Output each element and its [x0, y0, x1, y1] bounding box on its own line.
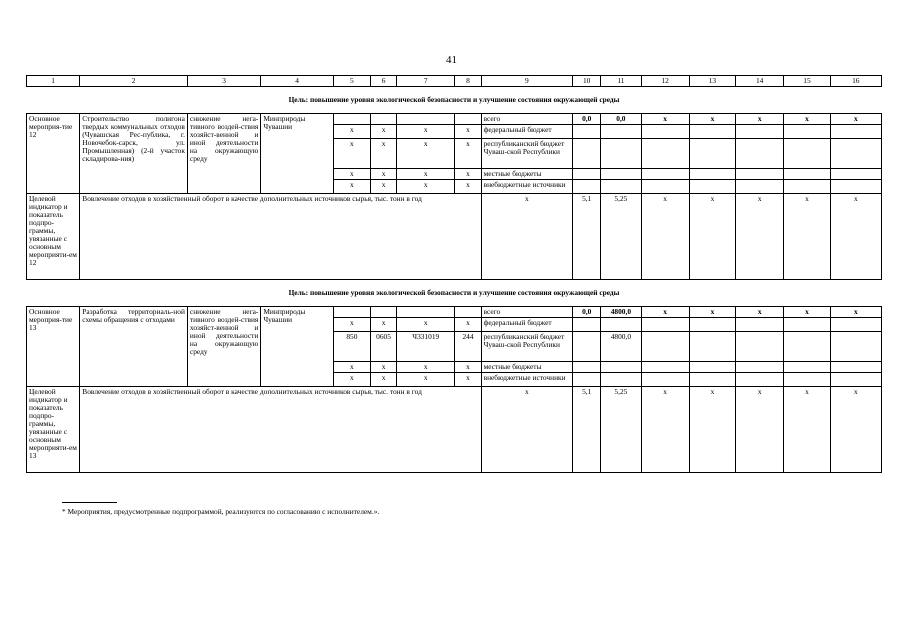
value-cell: 4800,0 [601, 307, 641, 318]
value-cell [736, 169, 784, 180]
value-cell [573, 373, 601, 387]
funding-source: внебюджетные источники [481, 180, 573, 194]
header-cell: 10 [573, 76, 601, 87]
indicator-value: x [830, 387, 881, 473]
value-cell: 0,0 [601, 114, 641, 125]
code-cell: x [397, 139, 455, 169]
code-cell [397, 307, 455, 318]
indicator-value: x [784, 194, 830, 280]
funding-source: всего [481, 307, 573, 318]
code-cell: x [333, 139, 370, 169]
value-cell [689, 169, 735, 180]
value-cell [601, 180, 641, 194]
value-cell [641, 139, 689, 169]
header-cell: 15 [784, 76, 830, 87]
code-cell: x [333, 318, 370, 332]
indicator-value: x [481, 194, 573, 280]
value-cell [784, 180, 830, 194]
goal-heading: Цель: повышение уровня экологической безопасности и улучшение состояния окружающей среды [27, 280, 882, 307]
indicator-row [27, 387, 882, 473]
indicator-value: x [784, 387, 830, 473]
code-cell: x [455, 318, 481, 332]
goal-row [27, 280, 882, 307]
value-cell [830, 362, 881, 373]
value-cell [830, 180, 881, 194]
funding-source: всего [481, 114, 573, 125]
header-cell: 6 [370, 76, 396, 87]
value-cell [830, 125, 881, 139]
code-cell: x [455, 362, 481, 373]
value-cell [601, 362, 641, 373]
value-cell [601, 169, 641, 180]
header-cell: 5 [333, 76, 370, 87]
header-cell: 8 [455, 76, 481, 87]
code-cell: x [333, 362, 370, 373]
header-cell: 9 [481, 76, 573, 87]
event-effect: снижение нега-тивного воздей-ствия хозяйст-венной и иной деятельности на окружающую среду [187, 307, 260, 387]
value-cell [641, 332, 689, 362]
code-cell: x [370, 180, 396, 194]
value-cell: 0,0 [573, 307, 601, 318]
value-cell [641, 125, 689, 139]
value-cell [573, 180, 601, 194]
value-cell [641, 180, 689, 194]
funding-row [27, 114, 882, 125]
funding-source: внебюджетные источники [481, 373, 573, 387]
value-cell [736, 362, 784, 373]
value-cell [784, 139, 830, 169]
code-cell: x [370, 373, 396, 387]
event-label: Основное мероприя-тие 13 [27, 307, 80, 387]
header-cell: 2 [80, 76, 188, 87]
value-cell [601, 318, 641, 332]
code-cell: x [397, 373, 455, 387]
event-label: Основное мероприя-тие 12 [27, 114, 80, 194]
event-name: Строительство полигона твердых коммунальных отходов (Чувашская Рес-публика, г. Новочебок-сарск, ул. Промышленная) (2-й участок складирова-ния) [80, 114, 188, 194]
value-cell [784, 362, 830, 373]
value-cell: x [784, 114, 830, 125]
value-cell [784, 332, 830, 362]
event-executor: Минприроды Чувашии [261, 307, 333, 387]
value-cell [641, 362, 689, 373]
footnote-divider [62, 502, 117, 503]
indicator-value: x [481, 387, 573, 473]
event-executor: Минприроды Чувашии [261, 114, 333, 194]
value-cell [736, 318, 784, 332]
indicator-value: 5,1 [573, 387, 601, 473]
header-cell: 12 [641, 76, 689, 87]
value-cell [689, 180, 735, 194]
value-cell: x [830, 307, 881, 318]
value-cell [689, 332, 735, 362]
funding-row [27, 307, 882, 318]
footnote: * Мероприятия, предусмотренные подпрограммой, реализуются по согласованию с исполнителем.». [62, 507, 380, 516]
value-cell [573, 125, 601, 139]
value-cell [601, 139, 641, 169]
value-cell [601, 373, 641, 387]
indicator-value: 5,1 [573, 194, 601, 280]
indicator-value: 5,25 [601, 194, 641, 280]
value-cell [830, 373, 881, 387]
value-cell: x [689, 114, 735, 125]
value-cell [736, 180, 784, 194]
code-cell: x [333, 169, 370, 180]
code-cell: x [455, 373, 481, 387]
header-cell: 4 [261, 76, 333, 87]
code-cell: x [397, 169, 455, 180]
code-cell [333, 307, 370, 318]
code-cell: Ч331019 [397, 332, 455, 362]
value-cell: x [736, 114, 784, 125]
value-cell [601, 125, 641, 139]
indicator-row [27, 194, 882, 280]
code-cell: x [370, 362, 396, 373]
code-cell [333, 114, 370, 125]
goal-row [27, 87, 882, 114]
value-cell [689, 373, 735, 387]
code-cell: x [370, 169, 396, 180]
header-cell: 7 [397, 76, 455, 87]
goal-heading: Цель: повышение уровня экологической безопасности и улучшение состояния окружающей среды [27, 87, 882, 114]
code-cell: x [455, 139, 481, 169]
funding-source: федеральный бюджет [481, 125, 573, 139]
value-cell [784, 125, 830, 139]
value-cell [573, 139, 601, 169]
code-cell: x [397, 180, 455, 194]
indicator-value: x [689, 387, 735, 473]
value-cell [689, 139, 735, 169]
value-cell [830, 332, 881, 362]
indicator-text: Вовлечение отходов в хозяйственный оборот в качестве дополнительных источников сырья, тыс. тонн в год [80, 194, 481, 280]
event-effect: снижение нега-тивного воздей-ствия хозяйст-венной и иной деятельности на окружающую среду [187, 114, 260, 194]
code-cell: x [333, 125, 370, 139]
code-cell: x [370, 318, 396, 332]
indicator-label: Целевой индикатор и показатель подпро-граммы, увязанные с основным мероприяти-ем 13 [27, 387, 80, 473]
value-cell: 0,0 [573, 114, 601, 125]
value-cell [830, 169, 881, 180]
code-cell: x [333, 373, 370, 387]
header-cell: 3 [187, 76, 260, 87]
code-cell [455, 307, 481, 318]
value-cell: x [830, 114, 881, 125]
value-cell [736, 373, 784, 387]
indicator-value: x [736, 194, 784, 280]
value-cell [573, 362, 601, 373]
indicator-value: x [641, 387, 689, 473]
code-cell: x [455, 125, 481, 139]
program-table [26, 75, 882, 473]
code-cell [370, 114, 396, 125]
indicator-value: x [689, 194, 735, 280]
funding-source: местные бюджеты [481, 169, 573, 180]
code-cell: 850 [333, 332, 370, 362]
indicator-value: x [641, 194, 689, 280]
header-cell: 11 [601, 76, 641, 87]
value-cell [736, 139, 784, 169]
code-cell [370, 307, 396, 318]
header-row [27, 76, 882, 87]
value-cell: x [736, 307, 784, 318]
code-cell: x [370, 139, 396, 169]
indicator-value: 5,25 [601, 387, 641, 473]
code-cell: x [370, 125, 396, 139]
code-cell: x [333, 180, 370, 194]
value-cell [641, 318, 689, 332]
value-cell [736, 332, 784, 362]
value-cell [784, 318, 830, 332]
code-cell [397, 114, 455, 125]
code-cell: 0605 [370, 332, 396, 362]
code-cell: x [397, 318, 455, 332]
code-cell: 244 [455, 332, 481, 362]
value-cell [641, 169, 689, 180]
funding-source: республиканский бюджет Чуваш-ской Республики [481, 139, 573, 169]
value-cell [573, 318, 601, 332]
value-cell [573, 332, 601, 362]
value-cell: x [784, 307, 830, 318]
code-cell: x [397, 362, 455, 373]
value-cell [784, 169, 830, 180]
funding-source: федеральный бюджет [481, 318, 573, 332]
header-cell: 1 [27, 76, 80, 87]
value-cell: 4800,0 [601, 332, 641, 362]
code-cell: x [455, 169, 481, 180]
header-cell: 16 [830, 76, 881, 87]
value-cell [573, 169, 601, 180]
value-cell [689, 125, 735, 139]
indicator-label: Целевой индикатор и показатель подпро-граммы, увязанные с основным мероприяти-ем 12 [27, 194, 80, 280]
value-cell: x [641, 307, 689, 318]
value-cell [641, 373, 689, 387]
code-cell: x [455, 180, 481, 194]
value-cell [689, 318, 735, 332]
funding-source: местные бюджеты [481, 362, 573, 373]
indicator-value: x [736, 387, 784, 473]
header-cell: 14 [736, 76, 784, 87]
code-cell [455, 114, 481, 125]
event-name: Разработка территориаль-ной схемы обращения с отходами [80, 307, 188, 387]
value-cell: x [689, 307, 735, 318]
indicator-value: x [830, 194, 881, 280]
code-cell: x [397, 125, 455, 139]
value-cell [784, 373, 830, 387]
value-cell [830, 318, 881, 332]
value-cell [689, 362, 735, 373]
value-cell [830, 139, 881, 169]
indicator-text: Вовлечение отходов в хозяйственный оборот в качестве дополнительных источников сырья, тыс. тонн в год [80, 387, 481, 473]
value-cell [736, 125, 784, 139]
page-number: 41 [446, 54, 457, 66]
value-cell: x [641, 114, 689, 125]
funding-source: республиканский бюджет Чуваш-ской Республики [481, 332, 573, 362]
header-cell: 13 [689, 76, 735, 87]
